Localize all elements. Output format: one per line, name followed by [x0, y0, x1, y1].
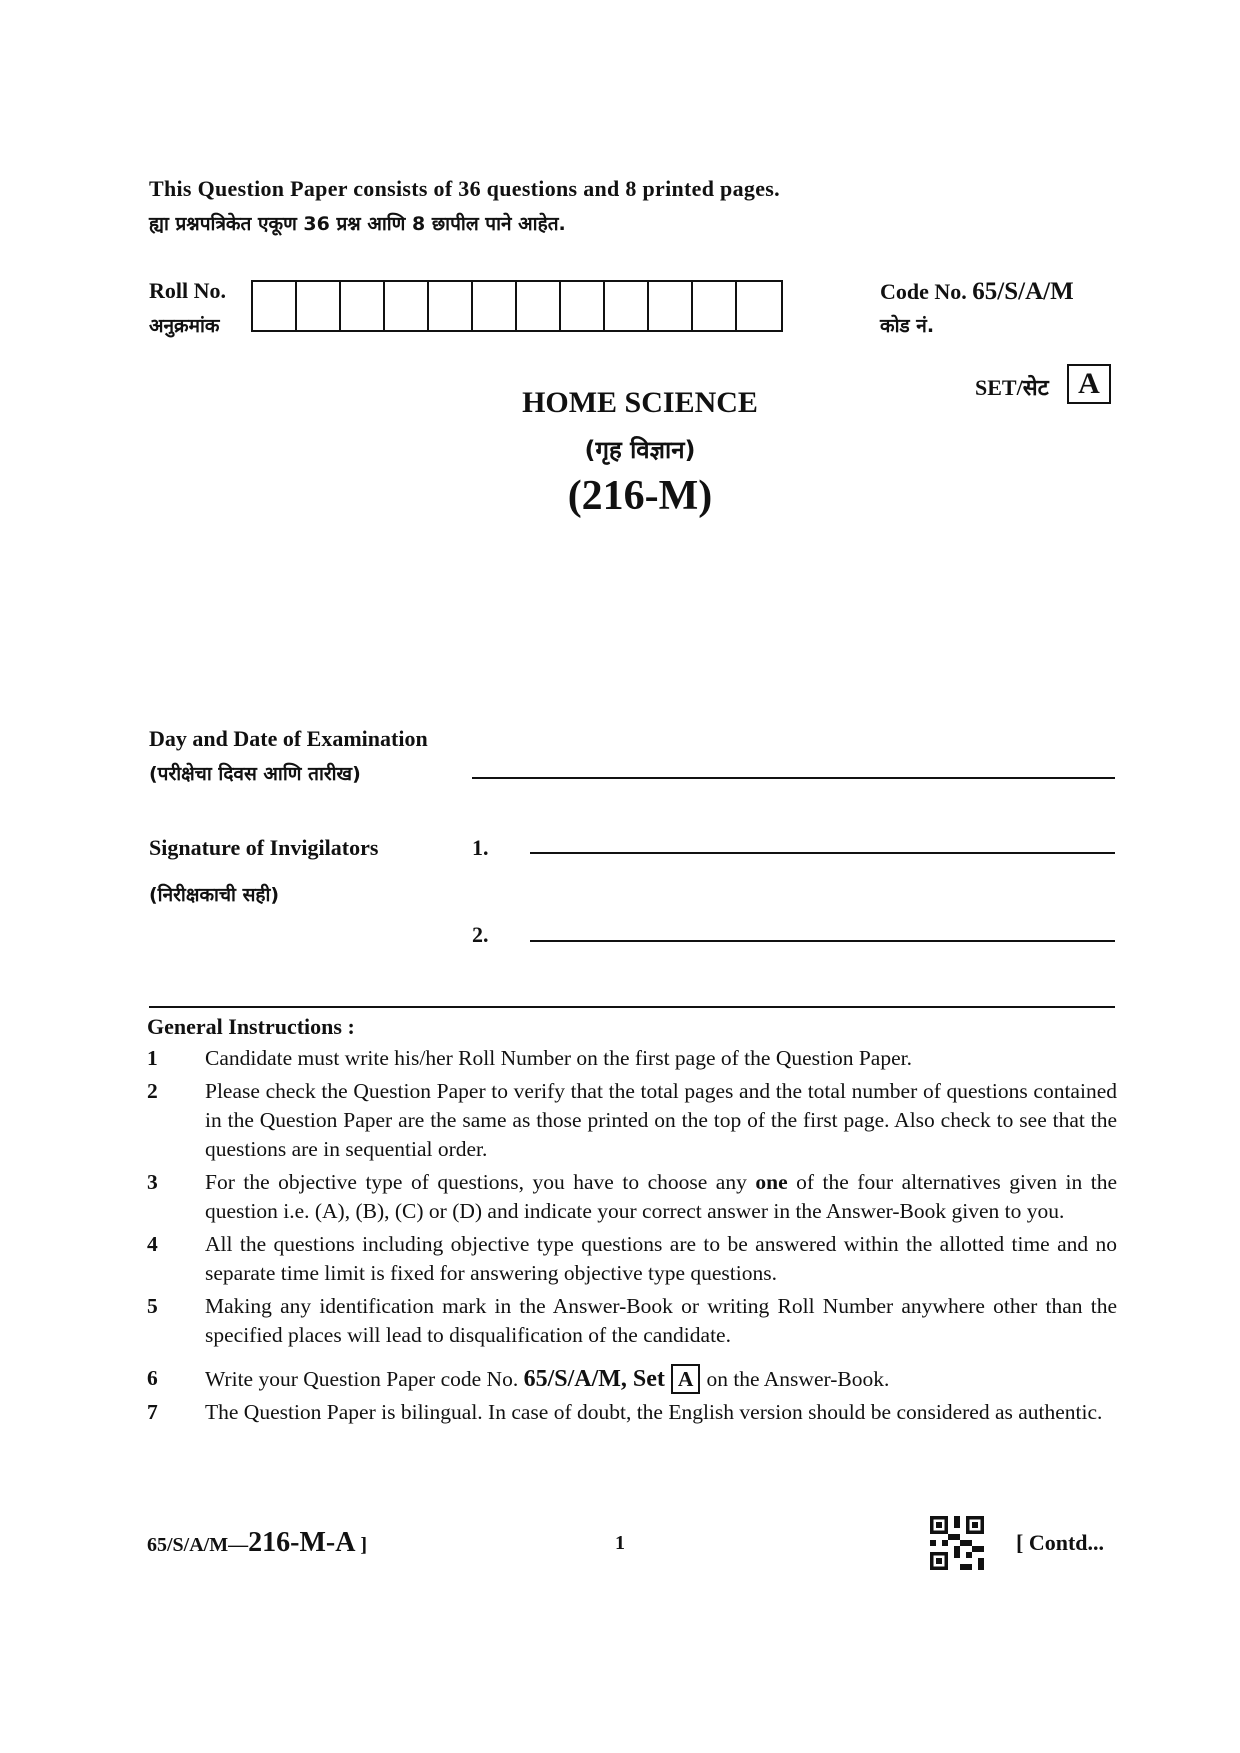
instruction-item: [147, 1364, 1117, 1394]
roll-no-digit-box[interactable]: [649, 282, 693, 330]
roll-no-digit-box[interactable]: [473, 282, 517, 330]
roll-no-digit-box[interactable]: [737, 282, 781, 330]
roll-no-label: Roll No.: [149, 278, 226, 303]
roll-no-digit-box[interactable]: [297, 282, 341, 330]
roll-no-digit-box[interactable]: [561, 282, 605, 330]
invigilator-2-number: 2.: [472, 922, 489, 947]
pages-count-en: This Question Paper consists of 36 questions and 8 printed pages.: [149, 176, 780, 201]
invigilator-1-signature-field[interactable]: [530, 852, 1115, 854]
instruction-text: Making any identification mark in the Answer-Book or writing Roll Number anywhere other than the specified places will lead to disqualification of the candidate.: [205, 1294, 1117, 1347]
instruction-item: [147, 1168, 1117, 1226]
exam-date-label-hi: (परीक्षेचा दिवस आणि तारीख): [149, 763, 361, 785]
code-no-label-hi: कोड नं.: [880, 315, 935, 337]
set-inline-box: A: [671, 1364, 701, 1394]
roll-no-digit-box[interactable]: [385, 282, 429, 330]
roll-no-digit-box[interactable]: [517, 282, 561, 330]
instruction-item: [147, 1292, 1117, 1350]
invigilator-2-signature-field[interactable]: [530, 940, 1115, 942]
pages-count-hi: ह्या प्रश्नपत्रिकेत एकूण 36 प्रश्न आणि 8 छापील पाने आहेत.: [149, 213, 566, 235]
subject-title: HOME SCIENCE: [522, 386, 758, 419]
instruction-number: 3: [147, 1170, 158, 1194]
instruction-number: 5: [147, 1294, 158, 1318]
instruction-text: Please check the Question Paper to verify that the total pages and the total number of questions contained in the Question Paper are the same as those printed on the top of the first page. Also check to see that the questions are in sequential order.: [205, 1079, 1117, 1161]
instructions-list: [147, 1044, 1117, 1431]
instruction-number: 7: [147, 1400, 158, 1424]
instruction-text: The Question Paper is bilingual. In case of doubt, the English version should be considered as authentic.: [205, 1400, 1103, 1424]
qr-code-icon: [930, 1516, 984, 1570]
continued-label: [ Contd...: [1016, 1530, 1105, 1555]
instruction-text: All the questions including objective type questions are to be answered within the allotted time and no separate time limit is fixed for answering objective type questions.: [205, 1232, 1117, 1285]
instructions-title: General Instructions :: [147, 1014, 355, 1039]
subject-code: (216-M): [567, 473, 713, 519]
code-no: [880, 278, 1074, 306]
subject-title-hi: (गृह विज्ञान): [584, 436, 696, 464]
instruction-item: [147, 1398, 1117, 1427]
exam-date-label: Day and Date of Examination: [149, 726, 428, 751]
invigilator-1-number: 1.: [472, 835, 489, 860]
instruction-text: Write your Question Paper code No. 65/S/A/M, Set A on the Answer-Book.: [205, 1366, 890, 1392]
instruction-text: For the objective type of questions, you have to choose any one of the four alternatives given in the question i.e. (A), (B), (C) or (D) and indicate your correct answer in the Answer-Book given to you.: [205, 1170, 1118, 1223]
set-label: SET/सेट: [975, 375, 1049, 400]
instruction-number: 6: [147, 1366, 158, 1390]
roll-no-label-hi: अनुक्रमांक: [149, 315, 220, 337]
instruction-number: 4: [147, 1232, 158, 1256]
roll-no-digit-box[interactable]: [605, 282, 649, 330]
roll-no-digit-box[interactable]: [341, 282, 385, 330]
footer-paper-code: 65/S/A/M—216-M-A ]: [147, 1527, 368, 1558]
set-box: A: [1067, 364, 1111, 404]
section-divider: [149, 1006, 1115, 1008]
instruction-number: 1: [147, 1046, 158, 1070]
instruction-number: 2: [147, 1079, 158, 1103]
instruction-text: Candidate must write his/her Roll Number on the first page of the Question Paper.: [205, 1046, 912, 1070]
roll-no-digit-box[interactable]: [253, 282, 297, 330]
invigilators-label: Signature of Invigilators: [149, 835, 379, 860]
instruction-item: [147, 1230, 1117, 1288]
exam-date-field[interactable]: [472, 777, 1115, 779]
page-number: 1: [615, 1532, 625, 1554]
invigilators-label-hi: (निरीक्षकाची सही): [149, 884, 280, 906]
instruction-item: [147, 1077, 1117, 1164]
roll-no-digit-box[interactable]: [693, 282, 737, 330]
code-no-value: 65/S/A/M: [972, 278, 1074, 305]
roll-no-digit-box[interactable]: [429, 282, 473, 330]
code-no-label: Code No.: [880, 279, 967, 304]
roll-no-boxes[interactable]: [251, 280, 783, 332]
instruction-item: [147, 1044, 1117, 1073]
